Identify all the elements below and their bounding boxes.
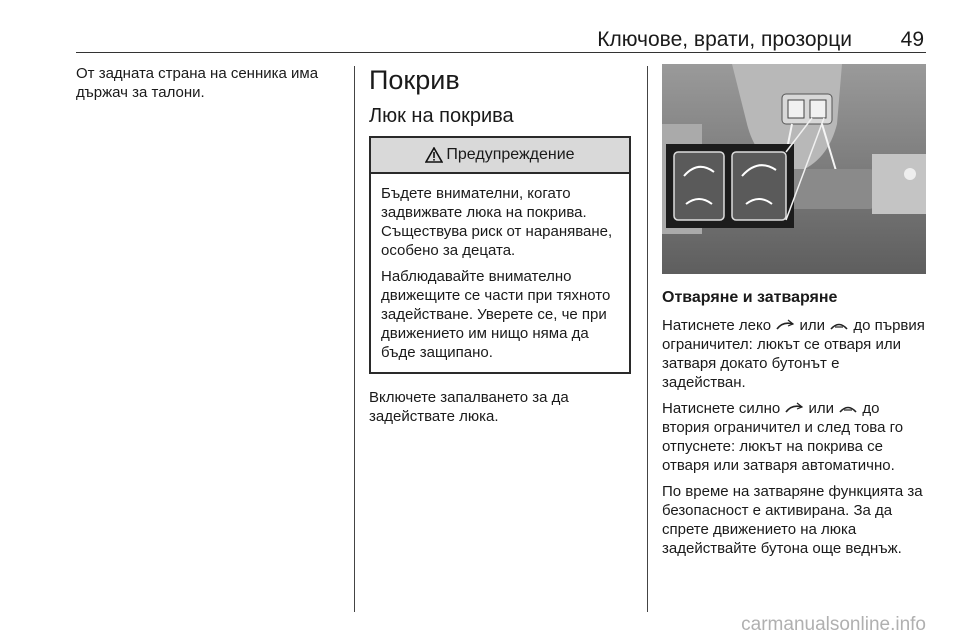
warning-triangle-icon (425, 147, 443, 163)
open-close-heading: Отваряне и затваряне (662, 289, 838, 306)
sunroof-switch-picture (662, 64, 926, 274)
warning-box (369, 136, 631, 374)
warning-body (371, 174, 629, 372)
sunroof-open-icon (775, 318, 795, 332)
warning-title: Предупреждение (446, 146, 575, 163)
column-divider (647, 66, 648, 612)
subsection-title: Люк на покрива (369, 105, 514, 127)
sunroof-open-icon (784, 401, 804, 415)
section-title: Покрив (369, 65, 460, 95)
page-header (76, 24, 924, 54)
sunroof-close-icon (838, 401, 858, 415)
ignition-text: Включете запалването за да задействате люка. (369, 389, 569, 425)
warning-header (371, 138, 629, 174)
watermark: carmanualsonline.info (741, 614, 926, 635)
sunroof-close-icon (829, 318, 849, 332)
firm-press-paragraph: Натиснете силно или до втория ограничител и след това го отпуснете: люкът на покрива се отваря или затваря автоматично. (662, 400, 904, 474)
sunroof-switch-illustration (662, 64, 926, 274)
safety-function-paragraph: По време на затваряне функцията за безопасност е активирана. За да спрете движението на люка задействайте бутона още веднъж. (662, 483, 923, 557)
warning-paragraph: Наблюдавайте внимателно движещите се части при тяхното задействане. Уверете се, че при движението им нищо няма да бъде защипано. (381, 268, 611, 361)
ticket-holder-text: От задната страна на сенника има държач за талони. (76, 65, 319, 101)
page-number: 49 (900, 28, 924, 51)
header-rule (76, 52, 926, 53)
column-left (76, 64, 346, 102)
column-right (662, 64, 926, 558)
header-title: Ключове, врати, прозорци (597, 28, 852, 51)
warning-paragraph: Бъдете внимателни, когато задвижвате люка на покрива. Съществува риск от нараняване, особено за децата. (381, 185, 613, 259)
column-divider (354, 66, 355, 612)
light-press-paragraph: Натиснете леко или до първия ограничител: люкът се отваря или затваря докато бутонът е задействан. (662, 317, 925, 391)
column-middle (369, 64, 633, 426)
